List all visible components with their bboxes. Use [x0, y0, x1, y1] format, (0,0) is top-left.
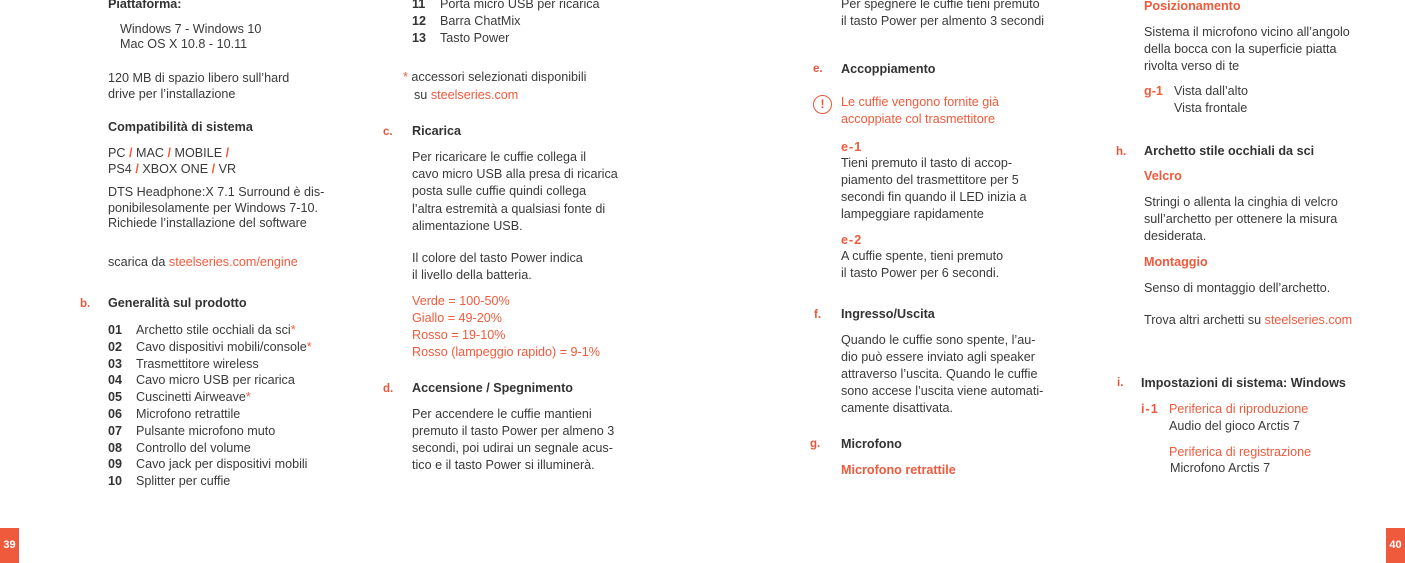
- list-item: 01 Archetto stile occhiali da sci*: [108, 323, 296, 337]
- dts-line-1: DTS Headphone:X 7.1 Surround è dis-: [108, 185, 325, 199]
- battery-levels: [412, 293, 600, 361]
- more-headbands-link[interactable]: steelseries.com: [1264, 313, 1353, 327]
- velcro-heading: Velcro: [1144, 169, 1182, 183]
- section-heading-f: Ingresso/Uscita: [841, 307, 935, 321]
- platform-mac: Mac OS X 10.8 - 10.11: [120, 37, 248, 51]
- list-item: 02 Cavo dispositivi mobili/console*: [108, 339, 312, 354]
- playback-device-heading: Periferica di riproduzione: [1169, 402, 1309, 416]
- compat-heading: Compatibilità di sistema: [108, 120, 253, 134]
- section-label-c: c.: [383, 126, 393, 138]
- slash-separator-icon: /: [225, 146, 230, 160]
- section-heading-c: Ricarica: [412, 124, 462, 138]
- io-text: Quando le cuffie sono spente, l’au- dio può essere inviato agli speaker attraverso l’uscita. Quando le cuffie sono accese l’uscita viene automati- camente disattivata.: [841, 333, 1044, 415]
- list-item: 05 Cuscinetti Airweave*: [108, 390, 251, 405]
- battery-level: Giallo = 49-20%: [412, 311, 502, 325]
- mounting-text: Senso di montaggio dell’archetto.: [1144, 281, 1331, 295]
- power-on-text: Per accendere le cuffie mantieni premuto il tasto Power per almeno 3 secondi, poi udirai un segnale acus- tico e il tasto Power si illuminerà.: [412, 407, 615, 472]
- section-label-b: b.: [80, 298, 91, 310]
- slash-separator-icon: /: [135, 162, 139, 176]
- compat-mac: MAC: [136, 146, 164, 160]
- compat-xbox: XBOX ONE: [142, 162, 209, 176]
- slash-separator-icon: /: [167, 146, 171, 160]
- mounting-heading: Montaggio: [1144, 255, 1208, 269]
- list-item: 03 Trasmettitore wireless: [108, 356, 259, 371]
- warning-icon: !: [813, 95, 832, 114]
- download-line: [108, 254, 298, 271]
- step-label-e2: e-2: [841, 233, 863, 247]
- product-list: [108, 322, 312, 490]
- list-item: 04 Cavo micro USB per ricarica: [108, 373, 295, 388]
- platform-heading: Piattaforma:: [108, 0, 182, 11]
- battery-level: Rosso = 19-10%: [412, 328, 506, 342]
- section-heading-i: Impostazioni di sistema: Windows: [1141, 376, 1346, 390]
- compat-vr: VR: [218, 162, 237, 176]
- more-prefix: Trova altri archetti su: [1144, 313, 1262, 327]
- list-item: 12 Barra ChatMix: [412, 13, 521, 28]
- section-heading-e: Accoppiamento: [841, 62, 936, 76]
- section-label-d: d.: [383, 383, 394, 395]
- section-heading-g: Microfono: [841, 437, 902, 451]
- accessories-su: su: [414, 88, 428, 102]
- power-off-text: Per spegnere le cuffie tieni premuto il tasto Power per almento 3 secondi: [841, 0, 1045, 28]
- section-label-e: e.: [813, 63, 823, 75]
- battery-level: Verde = 100-50%: [412, 294, 510, 308]
- step-label-g1: g-1: [1144, 84, 1163, 98]
- section-heading-b: Generalità sul prodotto: [108, 296, 247, 310]
- step-label-i1: i-1: [1141, 402, 1159, 416]
- platform-windows: Windows 7 - Windows 10: [120, 22, 262, 36]
- dts-line-3: Richiede l’installazione del software: [108, 216, 307, 230]
- compat-row-2: [108, 161, 236, 178]
- pairing-text: Tieni premuto il tasto di accop- piamento del trasmettitore per 5 secondi fin quando il LED inizia a lampeggiare rapidamente: [841, 156, 1027, 221]
- compat-pc: PC: [108, 146, 126, 160]
- section-label-f: f.: [814, 309, 822, 321]
- asterisk-icon: *: [403, 70, 408, 84]
- space-line-2: drive per l’installazione: [108, 87, 236, 101]
- list-item: 06 Microfono retrattile: [108, 406, 241, 421]
- charging-text: Per ricaricare le cuffie collega il cavo micro USB alla presa di ricarica posta sulle cuffie quindi collega l’altra estremità a qualsiasi fonte di alimentazione USB.: [412, 150, 618, 233]
- recording-device-value: Microfono Arctis 7: [1170, 461, 1271, 475]
- warning-text: Le cuffie vengono fornite già accoppiate col trasmettitore: [841, 95, 1000, 126]
- section-label-i: i.: [1117, 377, 1124, 389]
- product-list-cont: [412, 0, 600, 46]
- download-link[interactable]: steelseries.com/engine: [168, 255, 298, 269]
- compat-mobile: MOBILE: [174, 146, 223, 160]
- list-item: 07 Pulsante microfono muto: [108, 423, 276, 438]
- positioning-heading: Posizionamento: [1144, 0, 1241, 13]
- accessories-note: [403, 69, 586, 86]
- view-labels: Vista dall’alto Vista frontale: [1174, 84, 1248, 115]
- recording-device-heading: Periferica di registrazione: [1169, 445, 1312, 459]
- accessories-link-line: [414, 87, 518, 104]
- list-item: 10 Splitter per cuffie: [108, 474, 231, 489]
- dts-line-2: ponibilesolamente per Windows 7-10.: [108, 201, 319, 215]
- pairing-alt-text: A cuffie spente, tieni premuto il tasto Power per 6 secondi.: [841, 249, 1004, 280]
- space-line-1: 120 MB di spazio libero sull’hard: [108, 71, 290, 85]
- list-item: 11 Porta micro USB per ricarica: [412, 0, 600, 11]
- slash-separator-icon: /: [129, 146, 133, 160]
- section-label-g: g.: [810, 438, 821, 450]
- page-number-left: 39: [0, 528, 19, 563]
- section-label-h: h.: [1116, 146, 1127, 158]
- playback-device-value: Audio del gioco Arctis 7: [1169, 419, 1300, 433]
- section-heading-d: Accensione / Spegnimento: [412, 381, 573, 395]
- list-item: 09 Cavo jack per dispositivi mobili: [108, 457, 308, 472]
- section-heading-h: Archetto stile occhiali da sci: [1144, 144, 1315, 158]
- compat-ps4: PS4: [108, 162, 132, 176]
- more-headbands-line: [1144, 312, 1352, 329]
- download-prefix: scarica da: [108, 255, 166, 269]
- slash-separator-icon: /: [211, 162, 216, 176]
- accessories-link[interactable]: steelseries.com: [430, 88, 519, 102]
- compat-row-1: [108, 145, 229, 162]
- page-number-right: 40: [1386, 528, 1405, 563]
- positioning-text: Sistema il microfono vicino all’angolo della bocca con la superficie piatta rivolta verso di te: [1144, 25, 1350, 73]
- list-item: 13 Tasto Power: [412, 30, 510, 45]
- accessories-text: accessori selezionati disponibili: [411, 70, 587, 84]
- step-label-e1: e-1: [841, 140, 863, 154]
- battery-level: Rosso (lampeggio rapido) = 9-1%: [412, 345, 600, 359]
- velcro-text: Stringi o allenta la cinghia di velcro sull’archetto per ottenere la misura desiderata.: [1144, 195, 1338, 243]
- mic-subheading: Microfono retrattile: [841, 463, 956, 477]
- list-item: 08 Controllo del volume: [108, 440, 251, 455]
- power-color-text: Il colore del tasto Power indica il livello della batteria.: [412, 251, 583, 282]
